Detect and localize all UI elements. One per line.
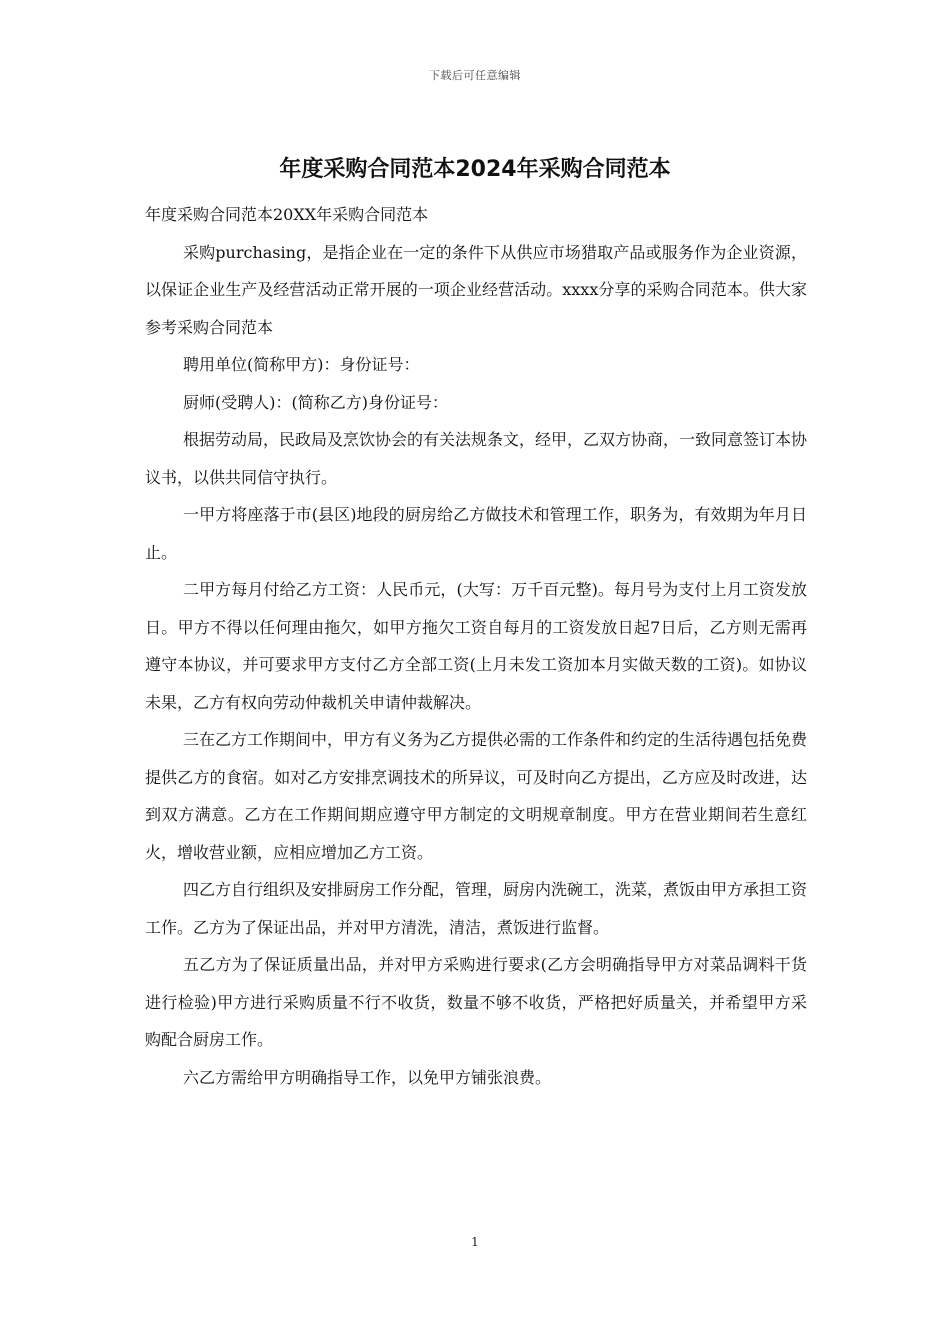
paragraph-clause-3: 三在乙方工作期间中，甲方有义务为乙方提供必需的工作条件和约定的生活待遇包括免费提供乙方的食宿。如对乙方安排烹调技术的所异议，可及时向乙方提出，乙方应及时改进，达到双方满意。乙方在工作期间期应遵守甲方制定的文明规章制度。甲方在营业期间若生意红火，增收营业额，应相应增加乙方工资。 — [145, 730, 808, 862]
document-title: 年度采购合同范本2024年采购合同范本 — [279, 157, 671, 182]
paragraph-clause-6: 六乙方需给甲方明确指导工作，以免甲方铺张浪费。 — [183, 1067, 552, 1087]
paragraph-basis: 根据劳动局，民政局及烹饮协会的有关法规条文，经甲，乙双方协商，一致同意签订本协议书，以供共同信守执行。 — [145, 430, 808, 487]
paragraph-intro: 采购purchasing，是指企业在一定的条件下从供应市场猎取产品或服务作为企业资源，以保证企业生产及经营活动正常开展的一项企业经营活动。xxxx分享的采购合同范本。供大家参考采购合同范本 — [145, 242, 807, 337]
paragraph-chef: 厨师(受聘人)：(简称乙方)身份证号： — [183, 392, 448, 412]
header-note: 下载后可任意编辑 — [429, 69, 521, 82]
document-body — [145, 196, 807, 1096]
paragraph-clause-2: 二甲方每月付给乙方工资：人民币元，(大写：万千百元整)。每月号为支付上月工资发放日。甲方不得以任何理由拖欠，如甲方拖欠工资自每月的工资发放日起7日后，乙方则无需再遵守本协议，并可要求甲方支付乙方全部工资(上月未发工资加本月实做天数的工资)。如协议未果，乙方有权向劳动仲裁机关申请仲裁解决。 — [145, 580, 807, 712]
paragraph-clause-1: 一甲方将座落于市(县区)地段的厨房给乙方做技术和管理工作，职务为，有效期为年月日止。 — [145, 505, 807, 562]
document-subtitle: 年度采购合同范本20XX年采购合同范本 — [145, 205, 429, 224]
paragraph-clause-5: 五乙方为了保证质量出品，并对甲方采购进行要求(乙方会明确指导甲方对菜品调料干货进行检验)甲方进行采购质量不行不收货，数量不够不收货，严格把好质量关，并希望甲方采购配合厨房工作。 — [145, 955, 807, 1049]
page-number: 1 — [471, 1235, 479, 1249]
paragraph-employer: 聘用单位(简称甲方)：身份证号： — [183, 355, 420, 374]
paragraph-clause-4: 四乙方自行组织及安排厨房工作分配，管理，厨房内洗碗工，洗菜，煮饭由甲方承担工资工作。乙方为了保证出品，并对甲方清洗，清洁，煮饭进行监督。 — [145, 880, 808, 937]
